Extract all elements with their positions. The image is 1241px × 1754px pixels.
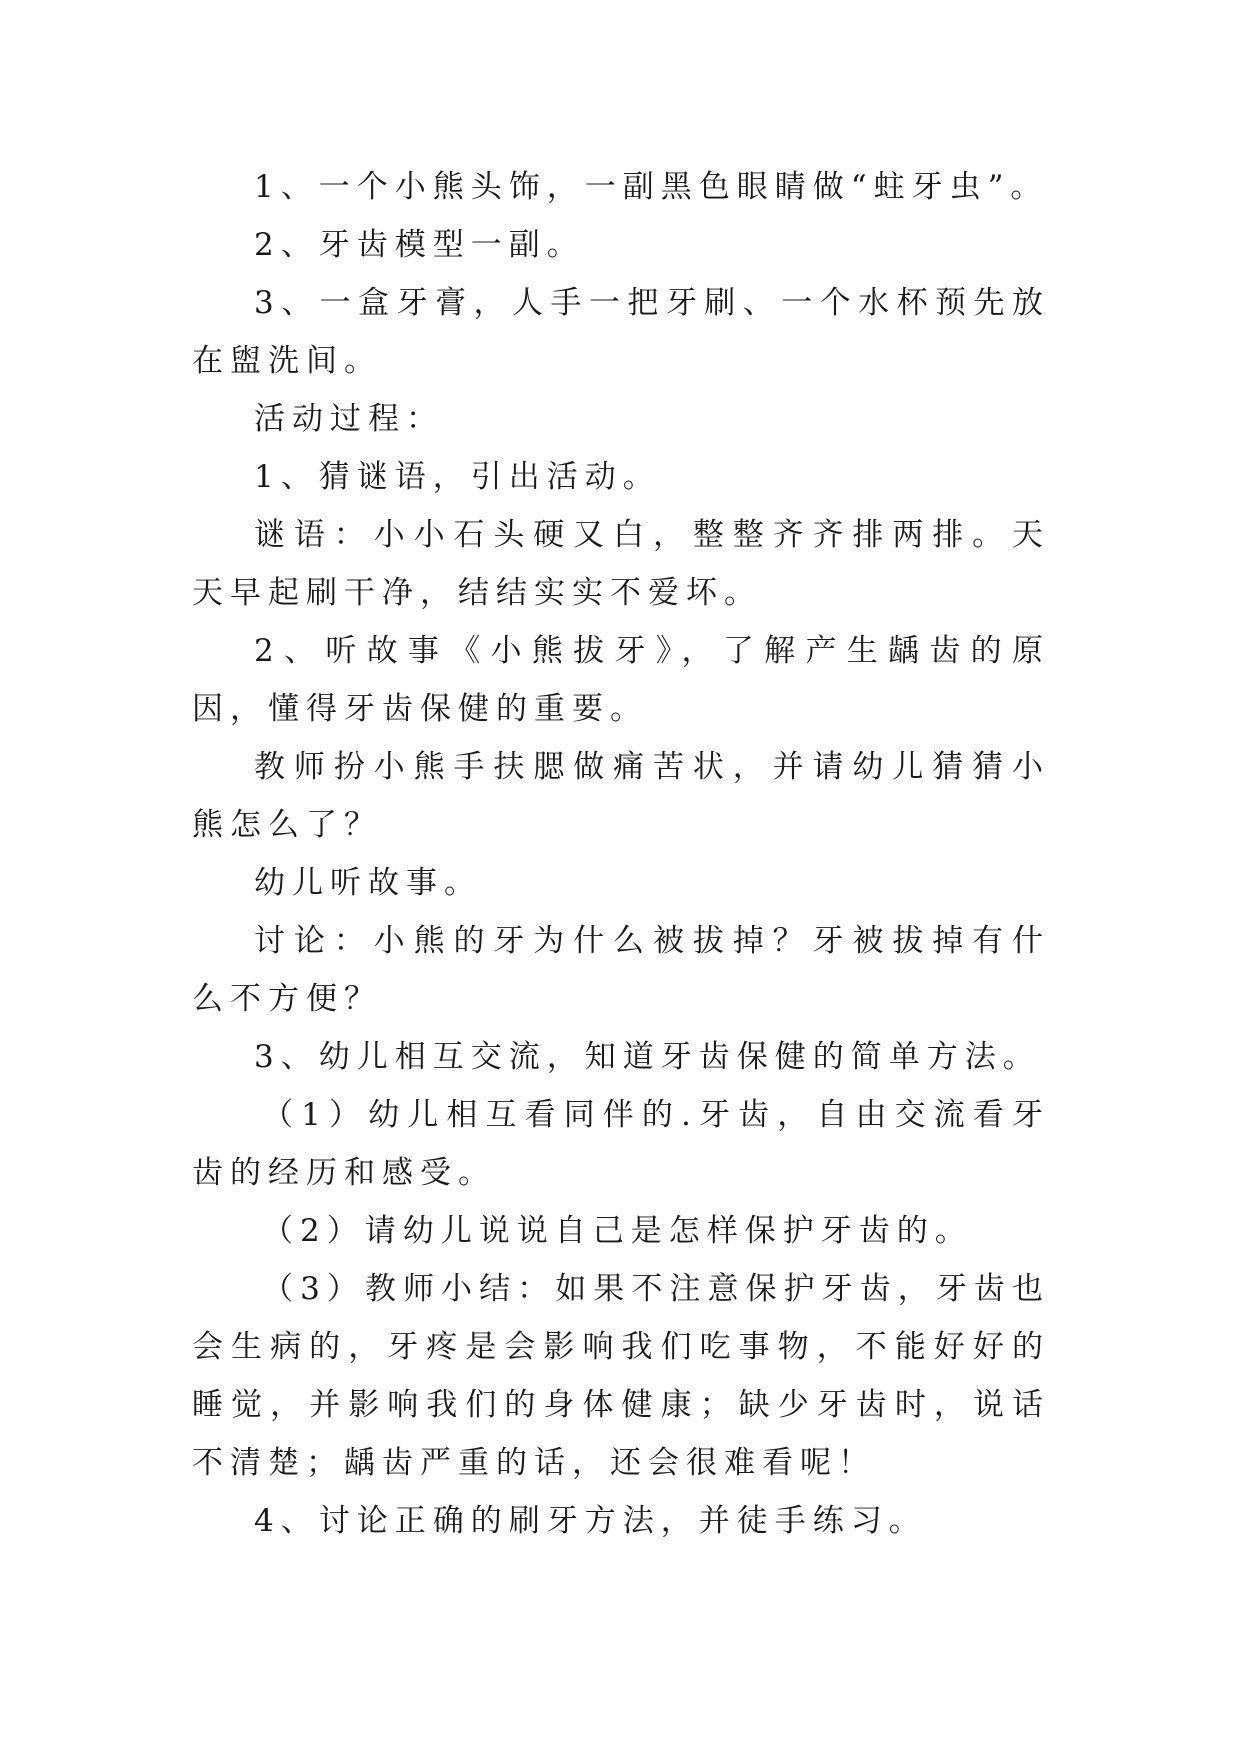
- step-2-heading: 2、听故事《小熊拔牙》，了解产生龋齿的原因，懂得牙齿保健的重要。: [192, 633, 1050, 727]
- step-3-heading: 3、幼儿相互交流，知道牙齿保健的简单方法。: [254, 1039, 1041, 1075]
- material-item-1: 1、一个小熊头饰，一副黑色眼睛做“蛀牙虫”。: [254, 169, 1049, 205]
- section-heading-activity-process: 活动过程：: [254, 401, 444, 437]
- material-item-3: 3、一盒牙膏，人手一把牙刷、一个水杯预先放在盥洗间。: [192, 285, 1050, 379]
- listen-story-text: 幼儿听故事。: [254, 865, 482, 901]
- step-3-sub-3: （3）教师小结：如果不注意保护牙齿，牙齿也会生病的，牙疼是会影响我们吃事物，不能好好的睡觉，并影响我们的身体健康；缺少牙齿时，说话不清楚；龋齿严重的话，还会很难看呢！: [192, 1271, 1050, 1481]
- riddle-text: 谜语：小小石头硬又白，整整齐齐排两排。天天早起刷干净，结结实实不爱坏。: [192, 517, 1050, 611]
- step-3-sub-2: （2）请幼儿说说自己是怎样保护牙齿的。: [262, 1213, 973, 1249]
- material-item-2: 2、牙齿模型一副。: [254, 227, 585, 263]
- step-4-heading: 4、讨论正确的刷牙方法，并徒手练习。: [254, 1503, 927, 1539]
- discussion-text: 讨论：小熊的牙为什么被拔掉？牙被拔掉有什么不方便？: [192, 923, 1050, 1017]
- document-body: [192, 158, 1050, 1550]
- teacher-roleplay-text: 教师扮小熊手扶腮做痛苦状，并请幼儿猜猜小熊怎么了？: [192, 749, 1050, 843]
- step-3-sub-1: （1）幼儿相互看同伴的.牙齿，自由交流看牙齿的经历和感受。: [192, 1097, 1050, 1191]
- step-1-heading: 1、猜谜语，引出活动。: [254, 459, 661, 495]
